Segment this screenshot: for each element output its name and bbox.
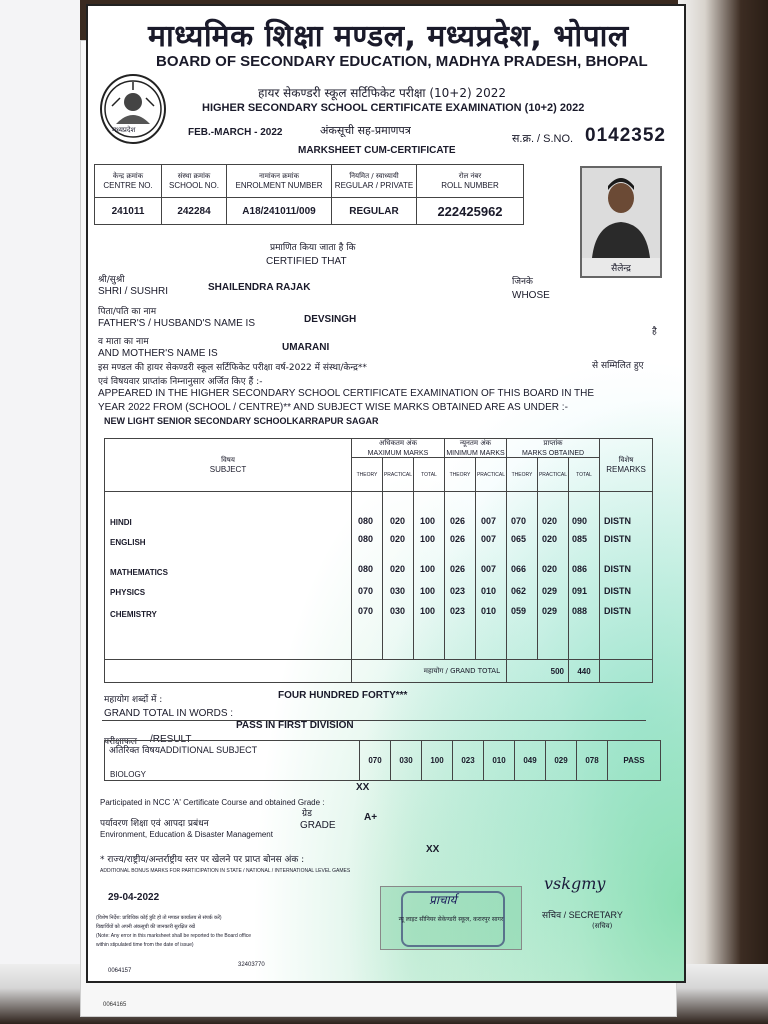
centre-no: 241011 xyxy=(95,198,162,225)
father-name: DEVSINGH xyxy=(304,314,357,325)
mark-min-th: 023 xyxy=(450,586,466,596)
result-label-english: /RESULT xyxy=(150,734,192,745)
mark-max-th: 070 xyxy=(358,606,374,616)
header-min-theory: THEORY xyxy=(445,458,476,492)
regular-private: REGULAR xyxy=(332,198,417,225)
mark-ob-th: 065 xyxy=(511,534,527,544)
mark-ob-tot: 091 xyxy=(572,586,588,596)
mark-ob-th: 070 xyxy=(511,516,527,526)
header-min-practical: PRACTICAL xyxy=(476,458,507,492)
statement-english-1: APPEARED IN THE HIGHER SECONDARY SCHOOL CERTIFICATE EXAMINATION OF THIS BOARD IN THE xyxy=(98,388,595,399)
mark-max-th: 080 xyxy=(358,516,374,526)
words-label-hindi: महायोग शब्दों में : xyxy=(104,695,163,705)
additional-remark: PASS xyxy=(608,741,661,781)
additional-obt-practical: 029 xyxy=(546,741,577,781)
student-photo xyxy=(580,166,662,278)
mark-min-th: 023 xyxy=(450,606,466,616)
env-label-english: Environment, Education & Disaster Management xyxy=(100,830,273,839)
certify-english: CERTIFIED THAT xyxy=(266,256,347,267)
secretary-label: सचिव / SECRETARY xyxy=(542,910,623,920)
ncc-label: Participated in NCC 'A' Certificate Course and obtained Grade : xyxy=(100,798,325,807)
secretary-signature: vskgmy xyxy=(544,874,606,893)
logo-caption: मध्यप्रदेश xyxy=(112,126,136,134)
background-right xyxy=(678,0,768,1024)
mark-remark: DISTN xyxy=(604,564,631,574)
background-left xyxy=(0,0,80,1024)
mark-ob-th: 062 xyxy=(511,586,527,596)
mark-ob-tot: 085 xyxy=(572,534,588,544)
marks-table xyxy=(104,438,653,683)
whose-english: WHOSE xyxy=(512,290,550,301)
header-remarks: विशेष REMARKS xyxy=(600,439,653,492)
mark-max-pr: 020 xyxy=(390,564,406,574)
header-roll-number: रोल नंबर ROLL NUMBER xyxy=(417,165,524,198)
header-min-marks: न्यूनतम अंक MINIMUM MARKS xyxy=(446,439,505,457)
divider-line xyxy=(102,720,646,721)
marksheet-title-hindi: अंकसूची सह-प्रमाणपत्र xyxy=(320,124,411,137)
under-sheet-code: 0064165 xyxy=(103,1002,127,1008)
result-label-hindi: परीक्षाफल xyxy=(104,737,137,747)
mark-max-tot: 100 xyxy=(420,606,436,616)
mark-min-th: 026 xyxy=(450,516,466,526)
mark-ob-th: 066 xyxy=(511,564,527,574)
statement-english-2: YEAR 2022 FROM (SCHOOL / CENTRE)** AND SUBJECT WISE MARKS OBTAINED ARE AS UNDER :- xyxy=(98,402,568,413)
mark-max-tot: 100 xyxy=(420,586,436,596)
grand-total-max: 500 xyxy=(507,660,569,683)
header-max-practical: PRACTICAL xyxy=(383,458,414,492)
mark-min-pr: 007 xyxy=(481,516,497,526)
additional-obt-theory: 049 xyxy=(515,741,546,781)
additional-subject-table xyxy=(104,740,661,781)
subject-name: CHEMISTRY xyxy=(110,610,157,619)
mark-ob-pr: 020 xyxy=(542,564,558,574)
principal-signature-box xyxy=(380,886,522,950)
sports-label-hindi: * राज्य/राष्ट्रीय/अन्तर्राष्ट्रीय स्तर पर खेलने पर प्राप्त बोनस अंक : xyxy=(100,855,305,865)
mark-ob-tot: 090 xyxy=(572,516,588,526)
mark-max-tot: 100 xyxy=(420,534,436,544)
mark-max-th: 080 xyxy=(358,564,374,574)
marksheet-title-english: MARKSHEET CUM-CERTIFICATE xyxy=(298,145,456,156)
env-grade-value: A+ xyxy=(364,812,378,823)
school-no: 242284 xyxy=(162,198,227,225)
mother-label-hindi: व माता का नाम xyxy=(98,337,149,347)
secretary-org: (सचिव) xyxy=(592,922,613,930)
photo-signature: सैलेन्द्र xyxy=(611,264,631,274)
name-label-english: SHRI / SUSHRI xyxy=(98,286,169,297)
marksheet-document xyxy=(86,4,686,983)
header-obt-practical: PRACTICAL xyxy=(538,458,569,492)
serial-number: 0142352 xyxy=(585,125,666,146)
mark-remark: DISTN xyxy=(604,534,631,544)
school-name: NEW LIGHT SENIOR SECONDARY SCHOOLKARRAPUR SAGAR xyxy=(104,416,379,426)
env-grade-hindi: ग्रेड xyxy=(302,809,312,819)
additional-min-theory: 023 xyxy=(453,741,484,781)
header-max-marks: अधिकतम अंक MAXIMUM MARKS xyxy=(352,439,445,458)
bottom-code: 0064157 xyxy=(108,968,132,974)
additional-obt-total: 078 xyxy=(577,741,608,781)
exam-name-hindi: हायर सेकण्डरी स्कूल सर्टिफिकेट परीक्षा (10+2) 2022 xyxy=(258,86,507,100)
mark-max-th: 070 xyxy=(358,586,374,596)
statement-hindi-1-end: से सम्मिलित हुए xyxy=(592,361,644,371)
mark-min-pr: 010 xyxy=(481,586,497,596)
additional-min-practical: 010 xyxy=(484,741,515,781)
father-suffix: है xyxy=(652,327,657,337)
words-label-english: GRAND TOTAL IN WORDS : xyxy=(104,708,234,719)
mark-ob-pr: 020 xyxy=(542,516,558,526)
header-obt-total: TOTAL xyxy=(569,458,600,492)
board-name-hindi: माध्यमिक शिक्षा मण्डल, मध्यप्रदेश, भोपाल xyxy=(148,19,629,54)
env-grade-english: GRADE xyxy=(300,820,336,831)
mark-max-pr: 020 xyxy=(390,534,406,544)
subject-name: MATHEMATICS xyxy=(110,568,168,577)
mark-min-pr: 010 xyxy=(481,606,497,616)
sports-label-english: ADDITIONAL BONUS MARKS FOR PARTICIPATION IN STATE / NATIONAL / INTERNATIONAL LEVEL GAMES xyxy=(100,868,351,874)
exam-name-english: HIGHER SECONDARY SCHOOL CERTIFICATE EXAMINATION (10+2) 2022 xyxy=(202,102,585,114)
person-photo-icon xyxy=(582,168,660,258)
header-school-no: संस्था क्रमांक SCHOOL NO. xyxy=(162,165,227,198)
exam-period: FEB.-MARCH - 2022 xyxy=(188,127,283,138)
header-subject: विषय SUBJECT xyxy=(105,439,352,492)
board-name-english: BOARD OF SECONDARY EDUCATION, MADHYA PRADESH, BHOPAL xyxy=(156,53,648,70)
mark-ob-tot: 088 xyxy=(572,606,588,616)
result-value: PASS IN FIRST DIVISION xyxy=(236,720,354,731)
board-logo-icon xyxy=(100,74,166,144)
mark-ob-pr: 020 xyxy=(542,534,558,544)
father-label-hindi: पिता/पति का नाम xyxy=(98,307,157,317)
bottom-code-2: 32403770 xyxy=(238,962,265,968)
subject-name: HINDI xyxy=(110,518,132,527)
mark-max-pr: 020 xyxy=(390,516,406,526)
mark-ob-pr: 029 xyxy=(542,606,558,616)
mark-max-tot: 100 xyxy=(420,516,436,526)
additional-max-theory: 070 xyxy=(360,741,391,781)
mark-min-th: 026 xyxy=(450,534,466,544)
mark-min-pr: 007 xyxy=(481,564,497,574)
header-obt-theory: THEORY xyxy=(507,458,538,492)
header-regular-private: नियमित / स्वाध्यायी REGULAR / PRIVATE xyxy=(332,165,417,198)
mark-max-pr: 030 xyxy=(390,606,406,616)
mark-max-th: 080 xyxy=(358,534,374,544)
roll-number: 222425962 xyxy=(417,198,524,225)
candidate-info-table xyxy=(94,164,524,225)
header-centre-no: केन्द्र क्रमांक CENTRE NO. xyxy=(95,165,162,198)
statement-hindi-2: एवं विषयवार प्राप्तांक निम्नानुसार अर्जित किए हैं :- xyxy=(98,377,263,387)
mother-name: UMARANI xyxy=(282,342,330,353)
student-name: SHAILENDRA RAJAK xyxy=(208,282,311,293)
grand-total-words: FOUR HUNDRED FORTY*** xyxy=(278,690,408,701)
additional-max-practical: 030 xyxy=(391,741,422,781)
mark-min-pr: 007 xyxy=(481,534,497,544)
footnote: (विशेष निर्देश: प्राविधिक कोई त्रुटि हो तो मण्डल कार्यालय से संपर्क करें) विद्यार्थियों को अपनी अंकसूची की जानकारी सुरक्षित रखें (Note: Any error in this marksheet shall be reported to the Board office within stipulated time from the date of issue) xyxy=(96,915,251,948)
serial-number-label: स.क्र. / S.NO. xyxy=(512,133,574,145)
mark-remark: DISTN xyxy=(604,586,631,596)
name-label-hindi: श्री/सुश्री xyxy=(98,275,125,285)
env-label-hindi: पर्यावरण शिक्षा एवं आपदा प्रबंधन xyxy=(100,819,209,829)
additional-max-total: 100 xyxy=(422,741,453,781)
header-max-total: TOTAL xyxy=(414,458,445,492)
subject-name: ENGLISH xyxy=(110,538,146,547)
additional-subject-name: BIOLOGY xyxy=(110,770,147,779)
mark-ob-pr: 029 xyxy=(542,586,558,596)
father-label-english: FATHER'S / HUSBAND'S NAME IS xyxy=(98,318,255,329)
subject-name: PHYSICS xyxy=(110,588,146,597)
statement-hindi-1: इस मण्डल की हायर सेकण्डरी स्कूल सर्टिफिकेट परीक्षा वर्ष-2022 में संस्था/केन्द्र** xyxy=(98,363,367,373)
issue-date: 29-04-2022 xyxy=(108,892,160,903)
header-marks-obtained: प्राप्तांक MARKS OBTAINED xyxy=(507,439,600,458)
mark-max-tot: 100 xyxy=(420,564,436,574)
grand-total-label: महायोग / GRAND TOTAL xyxy=(352,660,507,683)
enrolment-number: A18/241011/009 xyxy=(227,198,332,225)
certify-hindi: प्रमाणित किया जाता है कि xyxy=(270,243,356,253)
principal-school: न्यू लाइट सीनियर सेकेण्डरी स्कूल, करारपुर सागर xyxy=(398,916,504,923)
mark-ob-tot: 086 xyxy=(572,564,588,574)
whose-hindi: जिनके xyxy=(512,277,533,287)
mark-min-th: 026 xyxy=(450,564,466,574)
principal-signature: प्राचार्य xyxy=(429,893,457,907)
header-enrolment: नामांकन क्रमांक ENROLMENT NUMBER xyxy=(227,165,332,198)
mark-max-pr: 030 xyxy=(390,586,406,596)
mark-remark: DISTN xyxy=(604,606,631,616)
mark-remark: DISTN xyxy=(604,516,631,526)
mother-label-english: AND MOTHER'S NAME IS xyxy=(98,348,218,359)
header-max-theory: THEORY xyxy=(352,458,383,492)
additional-subject-label: अतिरिक्त विषयADDITIONAL SUBJECT xyxy=(105,741,360,781)
sports-value: XX xyxy=(426,844,440,855)
ncc-value: XX xyxy=(356,782,370,793)
mark-ob-th: 059 xyxy=(511,606,527,616)
grand-total-obtained: 440 xyxy=(569,660,600,683)
